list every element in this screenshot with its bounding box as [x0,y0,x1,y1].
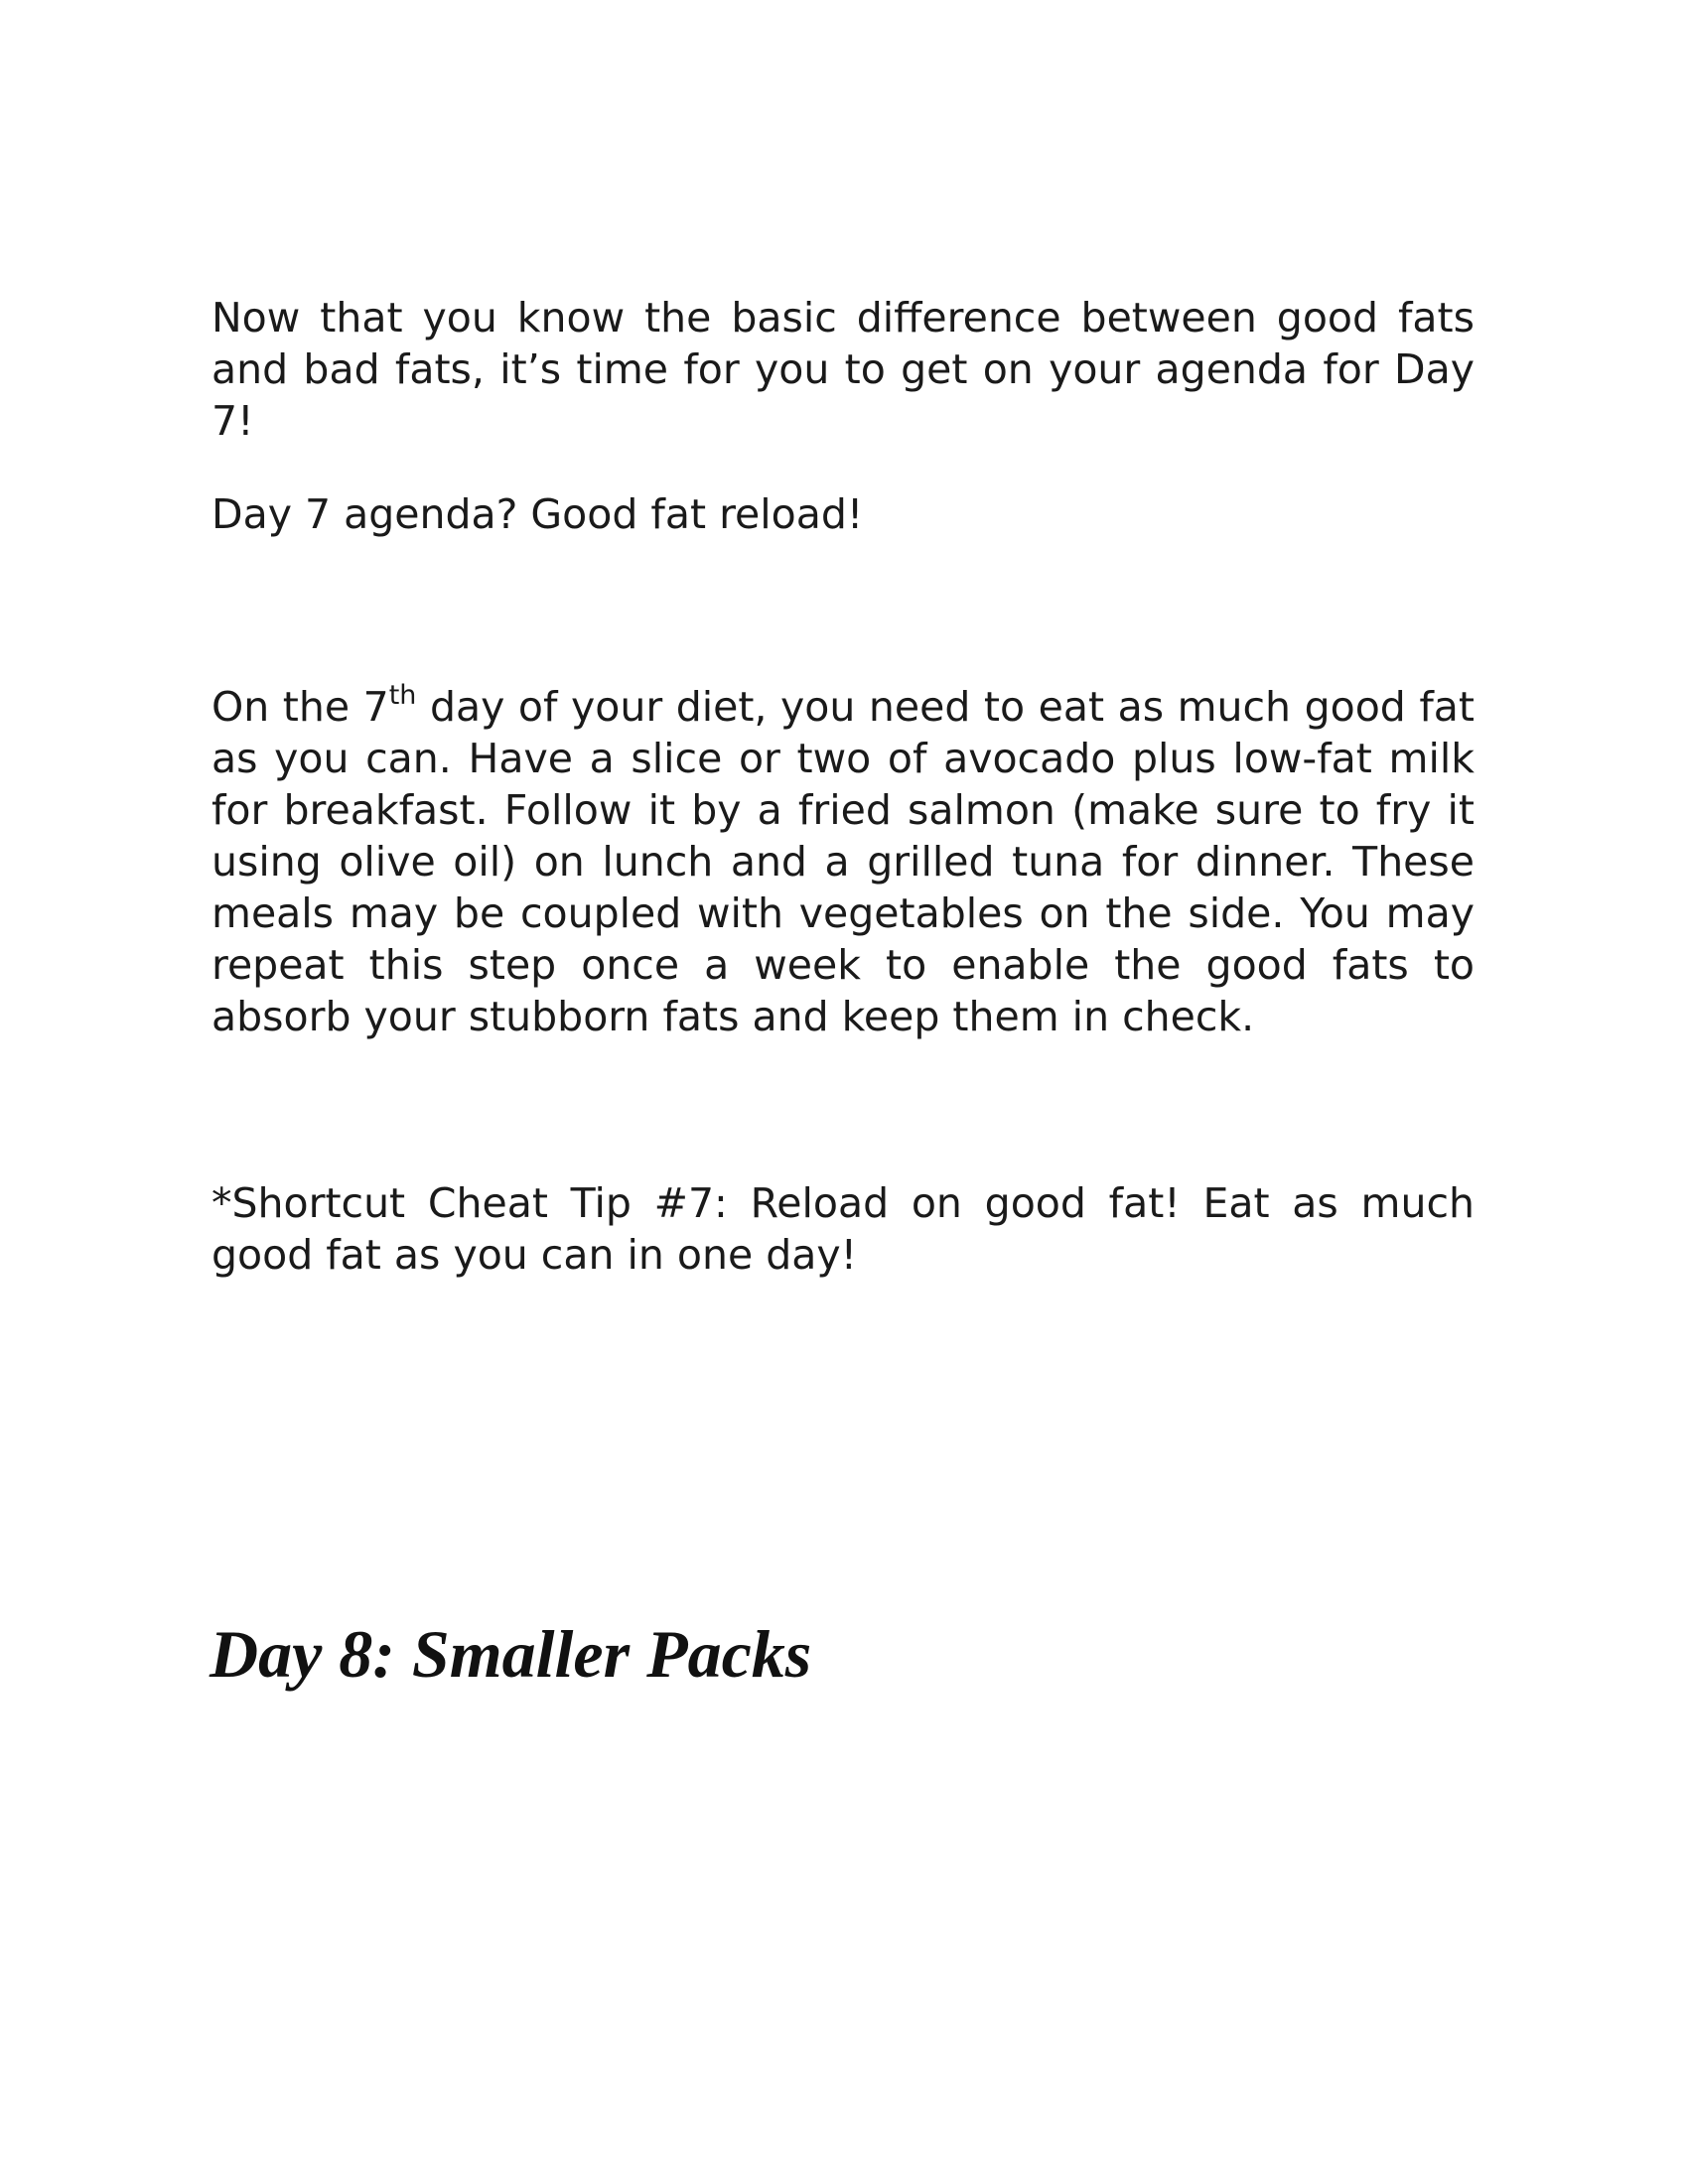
instructions-paragraph [211,681,1475,1042]
instructions-rest: day of your diet, you need to eat as much good fat as you can. Have a slice or two of avocado plus low-fat milk for breakfast. Follow it by a fried salmon (make sure to fry it using olive oil) on lunch and a grilled tuna for dinner. These meals may be coupled with vegetables on the side. You may repeat this step once a week to enable the good fats to absorb your stubborn fats and keep them in check. [211,683,1475,1040]
ordinal-suffix: th [388,680,417,712]
instructions-lead: On the 7 [211,683,389,731]
intro-paragraph: Now that you know the basic difference between good fats and bad fats, it’s time for you to get on your agenda for Day 7! [211,294,1475,445]
agenda-paragraph: Day 7 agenda? Good fat reload! [211,490,864,538]
shortcut-tip-paragraph: *Shortcut Cheat Tip #7: Reload on good fat! Eat as much good fat as you can in one day! [211,1179,1475,1279]
section-heading: Day 8: Smaller Packs [210,1616,812,1692]
